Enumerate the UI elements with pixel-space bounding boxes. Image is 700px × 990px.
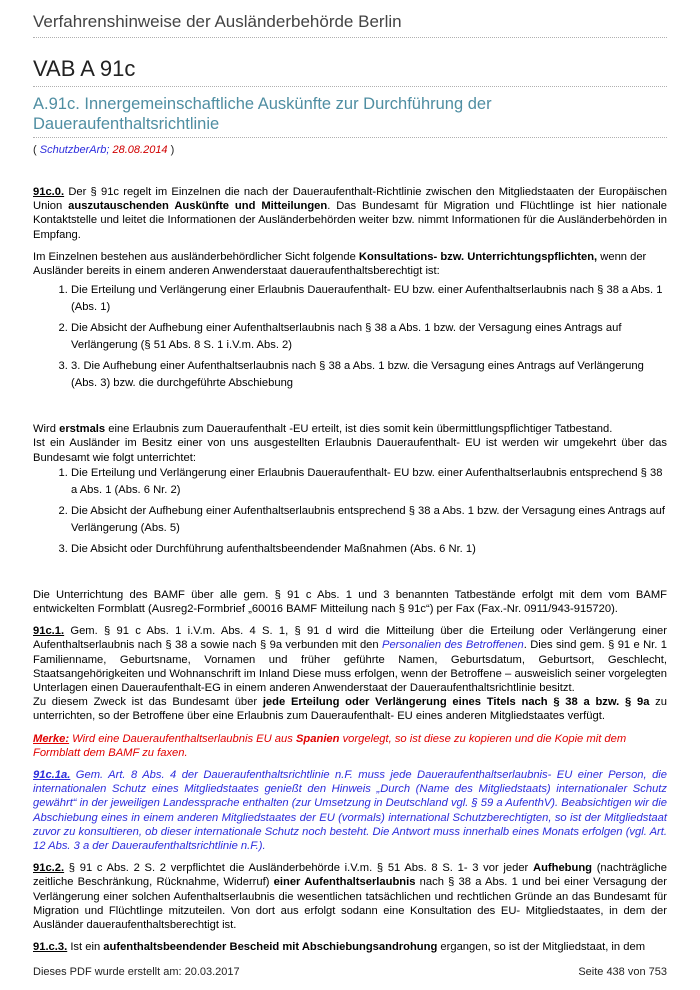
- paragraph-91c-2: 91c.2. § 91 c Abs. 2 S. 2 verpflichtet die Ausländerbehörde i.V.m. § 51 Abs. 8 S. 1- 3 vor jeder Aufhebung (nachträgliche zeitliche Beschränkung, Rücknahme, Widerruf) einer Aufenthaltserlaubnis nach § 38 a Abs. 1 und bei einer Versagung der Verlängerung einer solchen Aufenthaltserlaubnis die wesentlichen tatsächlichen und rechtlichen Gründe an das Bundesamt für Migration und Flüchtlinge mitzuteilen. Von dort aus erfolgt sodann eine Konsultation des EU- Mitgliedstaates, in dem der Ausländer daueraufenthaltsberechtigt ist.: [33, 862, 667, 932]
- list-item: 3. Die Absicht oder Durchführung aufenthaltsbeendender Maßnahmen (Abs. 6 Nr. 1): [71, 541, 667, 558]
- list-item: 1. Die Erteilung und Verlängerung einer Erlaubnis Daueraufenthalt- EU bzw. einer Aufenthaltserlaubnis entsprechend § 38 a Abs. 1 (Abs. 6 Nr. 2): [71, 465, 667, 499]
- header-divider: [33, 37, 667, 38]
- paragraph-91c-1: 91c.1. Gem. § 91 c Abs. 1 i.V.m. Abs. 4 S. 1, § 91 d wird die Mitteilung über die Erteilung oder Verlängerung einer Aufenthaltserlaubnis nach § 38 a sowie nach § 9a verbunden mit den Personalien des Betroffenen. Dies sind gem. § 91 e Nr. 1 Familienname, Geburtsname, Vornamen und früher geführte Namen, Geburtsdatum, Geburtsort, Geschlecht, Staatsangehörigkeiten und Wohnanschrift im Inland Diese muss erfolgen, wenn der Betroffene – ausweislich seiner vorgelegten Unterlagen einen Daueraufenthalt-EG in einem anderen Anwenderstaat der Daueraufenthaltsrichtlinie besitzt.: [33, 625, 667, 695]
- note-label: Merke:: [33, 732, 70, 745]
- list-item: 3. 3. Die Aufhebung einer Aufenthaltserlaubnis nach § 38 a Abs. 1 bzw. die Versagung eines Antrags auf Verlängerung (Abs. 3) bzw. die durchgeführte Abschiebung: [71, 358, 667, 392]
- author-link[interactable]: SchutzberArb;: [39, 144, 110, 156]
- paragraph-obligations: Im Einzelnen bestehen aus ausländerbehördlicher Sicht folgende Konsultations- bzw. Unterrichtungspflichten, wenn der Ausländer bereits in einem anderen Anwenderstaat daueraufenthaltsberechtigt ist:: [33, 250, 647, 278]
- paragraph-ref: 91c.2.: [33, 862, 65, 875]
- revision-date: 28.08.2014: [112, 144, 168, 156]
- note-spain: Merke: Wird eine Daueraufenthaltserlaubnis EU aus Spanien vorgelegt, so ist diese zu kopieren und die Kopie mit dem Formblatt dem BAMF zu faxen.: [33, 732, 627, 759]
- paragraph-ref: 91c.1a.: [33, 769, 71, 782]
- notification-list: [33, 465, 667, 558]
- personalien-link[interactable]: Personalien des Betroffenen: [382, 639, 524, 652]
- paragraph-91c-0: 91c.0. Der § 91c regelt im Einzelnen die nach der Daueraufenthalt-Richtlinie zwischen den Mitgliedstaaten der Europäischen Union auszutauschenden Auskünfte und Mitteilungen. Das Bundesamt für Migration und Flüchtlinge ist hier nationale Kontaktstelle und leitet die Informationen der Ausländerbehörden weiter bzw. nimmt Informationen für die Ausländerbehörden in Empfang.: [33, 186, 667, 241]
- site-title: Verfahrenshinweise der Ausländerbehörde Berlin: [33, 12, 402, 31]
- title-divider: [33, 86, 667, 87]
- paragraph-bamf-form: Die Unterrichtung des BAMF über alle gem. § 91 c Abs. 1 und 3 benannten Tatbestände erfolgt mit dem vom BAMF entwickelten Formblatt (Ausreg2-Formbrief „60016 BAMF Mitteilung nach § 91c“) per Fax (Fax.-Nr. 0911/943-915720).: [33, 588, 667, 616]
- paragraph-notification: Ist ein Ausländer im Besitz einer von uns ausgestellten Erlaubnis Daueraufenthalt- EU ist werden wir umgekehrt über das Bundesamt wie folgt unterrichtet:: [33, 437, 667, 464]
- paragraph-ref: 91c.0.: [33, 186, 65, 198]
- section-title: A.91c. Innergemeinschaftliche Auskünfte zur Durchführung der Daueraufenthaltsrichtlinie: [33, 95, 492, 133]
- list-item: 2. Die Absicht der Aufhebung einer Aufenthaltserlaubnis nach § 38 a Abs. 1 bzw. der Versagung eines Antrags auf Verlängerung (§ 51 Abs. 8 S. 1 i.V.m. Abs. 2): [71, 320, 667, 354]
- list-item: 1. Die Erteilung und Verlängerung einer Erlaubnis Daueraufenthalt- EU bzw. einer Aufenthaltserlaubnis nach § 38 a Abs. 1 (Abs. 1): [71, 282, 667, 316]
- revision-meta: ( SchutzberArb; 28.08.2014 ): [33, 144, 175, 156]
- paragraph-91c-1a: 91c.1a. Gem. Art. 8 Abs. 4 der Daueraufenthaltsrichtlinie n.F. muss jede Daueraufenthaltserlaubnis- EU einer Person, die internationalen Schutz eines Mitgliedstaates genießt den Hinweis „Durch (Name des Mitgliedstaats) internationaler Schutz gewährt“ in der jeweiligen Landessprache enthalten (zur Umsetzung in Deutschland vgl. § 59 a AufenthV). Beabsichtigen wir die Abschiebung eines in einem anderen Mitgliedstaates der EU (vormals) international Schutzberechtigten, so ist der Mitgliedstaat zuvor zu konsultieren, ob dieser internationale Schutz noch besteht. Die Antwort muss innerhalb eines Monats erfolgen (vgl. Art. 12 Abs. 3 a der Daueraufenthaltsrichtlinie n.F.).: [33, 769, 667, 853]
- footer-created-date: Dieses PDF wurde erstellt am: 20.03.2017: [33, 966, 240, 978]
- list-item: 2. Die Absicht der Aufhebung einer Aufenthaltserlaubnis entsprechend § 38 a Abs. 1 bzw. der Versagung eines Antrags auf Verlängerung (Abs. 5): [71, 503, 667, 537]
- footer-page-number: Seite 438 von 753: [578, 966, 667, 978]
- section-divider: [33, 137, 667, 138]
- paragraph-91c-3: 91.c.3. Ist ein aufenthaltsbeendender Bescheid mit Abschiebungsandrohung ergangen, so ist der Mitgliedstaat, in dem: [33, 941, 646, 954]
- obligations-list: [33, 282, 667, 392]
- paragraph-91c-1-cont: Zu diesem Zweck ist das Bundesamt über jede Erteilung oder Verlängerung eines Titels nach § 38 a bzw. § 9a zu unterrichten, so der Betroffene über eine Erlaubnis zum Daueraufenthalt- EU eines anderen Mitgliedstaates verfügt.: [33, 696, 667, 723]
- paragraph-ref: 91c.1.: [33, 625, 65, 638]
- document-id: VAB A 91c: [33, 56, 136, 81]
- paragraph-ref: 91.c.3.: [33, 941, 68, 954]
- document-body: [33, 185, 667, 963]
- paragraph-first-grant: Wird erstmals eine Erlaubnis zum Daueraufenthalt -EU erteilt, ist dies somit kein übermittlungspflichtiger Tatbestand.: [33, 423, 613, 436]
